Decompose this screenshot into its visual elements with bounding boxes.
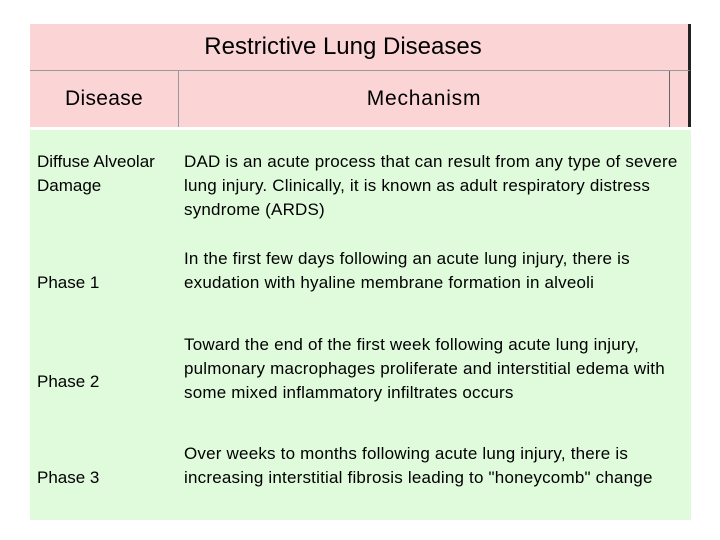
row-mechanism-cell: Toward the end of the first week following acute lung injury, pulmonary macrophages proliferate and interstitial edema with some mixed inflammatory infiltrates occurs	[184, 335, 665, 402]
table-title-row	[30, 24, 691, 71]
row-disease-cell: Diffuse Alveolar Damage	[37, 152, 155, 195]
row-mechanism-cell: DAD is an acute process that can result from any type of severe lung injury. Clinically, it is known as adult respiratory distress syndrome (ARDS)	[184, 152, 678, 219]
row-disease-cell: Phase 2	[37, 372, 100, 391]
row-disease-cell: Phase 1	[37, 273, 100, 292]
disease-table	[30, 24, 691, 520]
table-row	[30, 247, 691, 327]
table-title: Restrictive Lung Diseases	[204, 33, 482, 60]
table-body	[30, 130, 691, 520]
table-row	[30, 333, 691, 429]
table-header-row	[30, 71, 691, 127]
row-mechanism-cell: In the first few days following an acute lung injury, there is exudation with hyaline membrane formation in alveoli	[184, 249, 630, 292]
header-mechanism: Mechanism	[179, 71, 670, 127]
row-mechanism-cell: Over weeks to months following acute lung injury, there is increasing interstitial fibrosis leading to "honeycomb" change	[184, 444, 653, 487]
row-disease-cell: Phase 3	[37, 468, 100, 487]
header-disease: Disease	[30, 71, 179, 127]
table-row	[30, 442, 691, 522]
table-row	[30, 150, 691, 230]
